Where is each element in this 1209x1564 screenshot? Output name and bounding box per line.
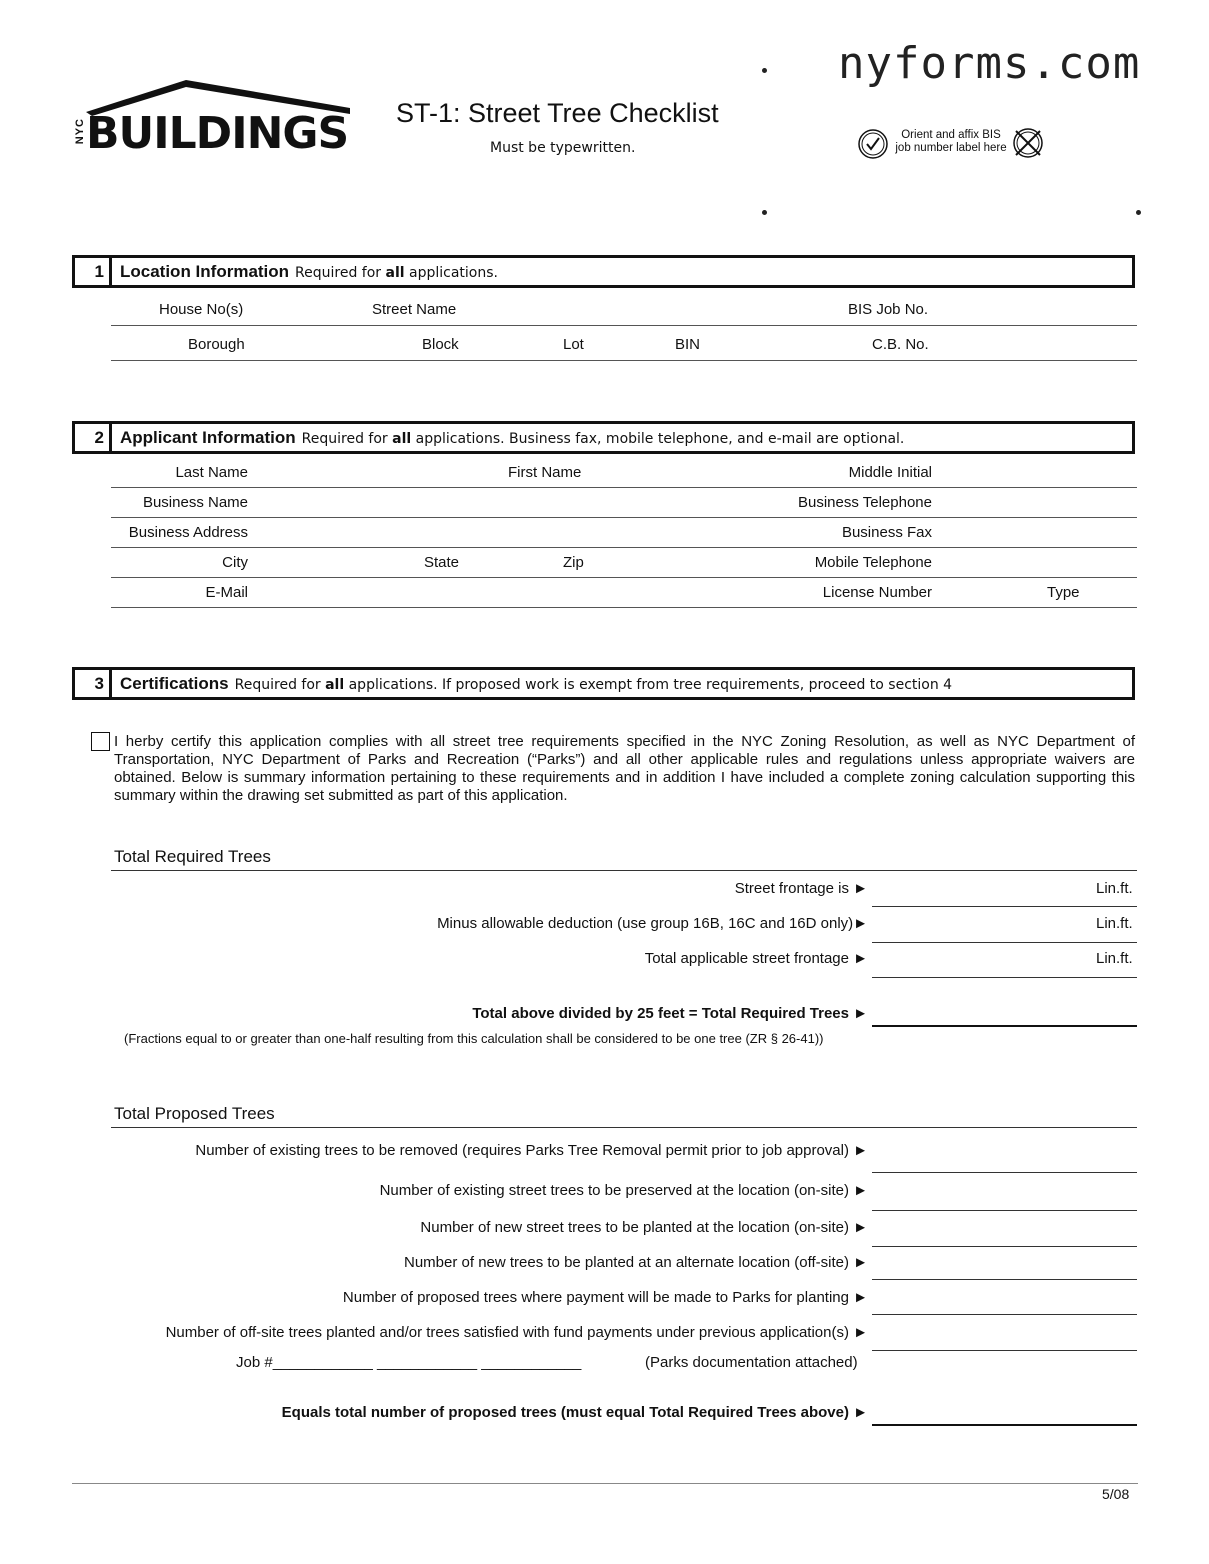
note-pre: Required for xyxy=(301,431,393,447)
email-label: E-Mail xyxy=(205,584,248,601)
payment-field[interactable] xyxy=(872,1314,1137,1315)
row-divider xyxy=(111,325,1137,326)
business-telephone-label: Business Telephone xyxy=(798,494,932,511)
label-instructions xyxy=(892,129,1010,155)
license-number-label: License Number xyxy=(822,584,932,601)
certification-text: I herby certify this application complies with all street tree requirements specified in the NYC Zoning Resolution, as well as NYC Department of Transportation, NYC Department of Parks and Recreation (“Parks”) and all other applicable rules and regulations unless appropriate waivers are obtained. Below is summary information pertaining to these requirements and in addition I have included a complete zoning calculation supporting this summary within the drawing set submitted as part of this application. xyxy=(114,733,1135,804)
footer-rule xyxy=(72,1483,1138,1484)
deduction-field[interactable] xyxy=(872,942,1137,943)
borough-label: Borough xyxy=(188,336,245,353)
note-bold: all xyxy=(325,677,345,693)
lot-label: Lot xyxy=(563,336,584,353)
x-circle-icon xyxy=(1012,127,1044,159)
city-label: City xyxy=(222,554,248,571)
corner-dot xyxy=(1136,210,1141,215)
row-divider xyxy=(111,577,1137,578)
total-required-field[interactable] xyxy=(872,1025,1137,1027)
total-frontage-label: Total applicable street frontage ► xyxy=(644,950,868,967)
bis-label: BIS Job No. xyxy=(848,301,929,318)
proposed-trees-heading: Total Proposed Trees xyxy=(114,1104,275,1123)
orient-line1: Orient and affix BIS xyxy=(901,129,1001,141)
heading-underline xyxy=(111,870,1137,871)
zip-label: Zip xyxy=(563,554,584,571)
mobile-telephone-label: Mobile Telephone xyxy=(814,554,932,571)
logo-nyc: NYC xyxy=(74,118,86,145)
note-post: applications. Business fax, mobile telephone, and e-mail are optional. xyxy=(411,431,905,447)
total-required-label: Total above divided by 25 feet = Total Required Trees ► xyxy=(472,1005,868,1022)
certification-checkbox[interactable] xyxy=(91,732,110,751)
section-number: 3 xyxy=(75,670,112,697)
note-bold: all xyxy=(385,265,405,281)
total-frontage-unit: Lin.ft. xyxy=(1096,950,1133,967)
orient-line2: job number label here xyxy=(895,142,1007,154)
business-address-label: Business Address xyxy=(128,524,248,541)
last-name-label: Last Name xyxy=(175,464,248,481)
cb-label: C.B. No. xyxy=(872,336,929,353)
row-divider xyxy=(111,487,1137,488)
section-number: 1 xyxy=(75,258,112,285)
row-divider xyxy=(111,547,1137,548)
new-offsite-label: Number of new trees to be planted at an alternate location (off-site) ► xyxy=(404,1254,868,1271)
section-1-header xyxy=(72,255,1135,288)
payment-label: Number of proposed trees where payment will be made to Parks for planting ► xyxy=(342,1289,868,1306)
section-title xyxy=(120,670,952,699)
note-post: applications. If proposed work is exempt from tree requirements, proceed to section 4 xyxy=(344,677,953,693)
type-label: Type xyxy=(1047,584,1080,601)
bin-label: BIN xyxy=(675,336,701,353)
required-trees-heading: Total Required Trees xyxy=(114,847,271,866)
trees-removed-label: Number of existing trees to be removed (requires Parks Tree Removal permit prior to job approval) ► xyxy=(195,1142,868,1159)
logo-buildings: BUILDINGS xyxy=(86,108,349,159)
previous-app-label: Number of off-site trees planted and/or trees satisfied with fund payments under previous application(s) ► xyxy=(165,1324,868,1341)
section-2-title: Applicant Information xyxy=(120,428,296,447)
section-title xyxy=(120,258,498,287)
house-label: House No(s) xyxy=(159,301,244,318)
section-2-header xyxy=(72,421,1135,454)
check-circle-icon xyxy=(857,128,889,160)
section-3-header xyxy=(72,667,1135,700)
trees-removed-field[interactable] xyxy=(872,1172,1137,1173)
new-offsite-field[interactable] xyxy=(872,1279,1137,1280)
corner-dot xyxy=(762,210,767,215)
state-label: State xyxy=(424,554,460,571)
previous-app-field[interactable] xyxy=(872,1350,1137,1351)
trees-preserved-field[interactable] xyxy=(872,1210,1137,1211)
corner-dot xyxy=(762,68,767,73)
note-bold: all xyxy=(392,431,412,447)
section-1-title: Location Information xyxy=(120,262,290,281)
business-fax-label: Business Fax xyxy=(841,524,932,541)
block-label: Block xyxy=(422,336,459,353)
watermark-text: nyforms.com xyxy=(838,38,1141,89)
deduction-label: Minus allowable deduction (use group 16B, 16C and 16D only)► xyxy=(437,915,868,932)
form-subtitle: Must be typewritten. xyxy=(490,140,636,156)
middle-initial-label: Middle Initial xyxy=(848,464,932,481)
business-name-label: Business Name xyxy=(142,494,248,511)
row-divider xyxy=(111,360,1137,361)
note-pre: Required for xyxy=(295,265,386,281)
row-divider xyxy=(111,607,1137,608)
street-frontage-label: Street frontage is ► xyxy=(734,880,868,897)
section-number: 2 xyxy=(75,424,112,451)
parks-doc-note: (Parks documentation attached) xyxy=(645,1354,858,1371)
first-name-label: First Name xyxy=(508,464,582,481)
deduction-unit: Lin.ft. xyxy=(1096,915,1133,932)
row-divider xyxy=(111,517,1137,518)
equals-total-label: Equals total number of proposed trees (must equal Total Required Trees above) ► xyxy=(281,1404,868,1421)
job-number-fields[interactable]: Job #____________ ____________ ____________ xyxy=(236,1354,582,1371)
form-title: ST-1: Street Tree Checklist xyxy=(396,98,719,128)
heading-underline xyxy=(111,1127,1137,1128)
fractions-note: (Fractions equal to or greater than one-half resulting from this calculation shall be considered to be one tree (ZR § 26-41)) xyxy=(124,1031,824,1046)
new-onsite-label: Number of new street trees to be planted at the location (on-site) ► xyxy=(420,1219,868,1236)
new-onsite-field[interactable] xyxy=(872,1246,1137,1247)
section-3-title: Certifications xyxy=(120,674,229,693)
equals-total-field[interactable] xyxy=(872,1424,1137,1426)
trees-preserved-label: Number of existing street trees to be preserved at the location (on-site) ► xyxy=(379,1182,868,1199)
street-frontage-field[interactable] xyxy=(872,906,1137,907)
note-pre: Required for xyxy=(234,677,326,693)
note-post: applications. xyxy=(404,265,498,281)
section-title xyxy=(120,424,904,453)
street-label: Street Name xyxy=(372,301,457,318)
form-version: 5/08 xyxy=(1102,1486,1130,1502)
frontage-unit: Lin.ft. xyxy=(1096,880,1133,897)
total-frontage-field[interactable] xyxy=(872,977,1137,978)
